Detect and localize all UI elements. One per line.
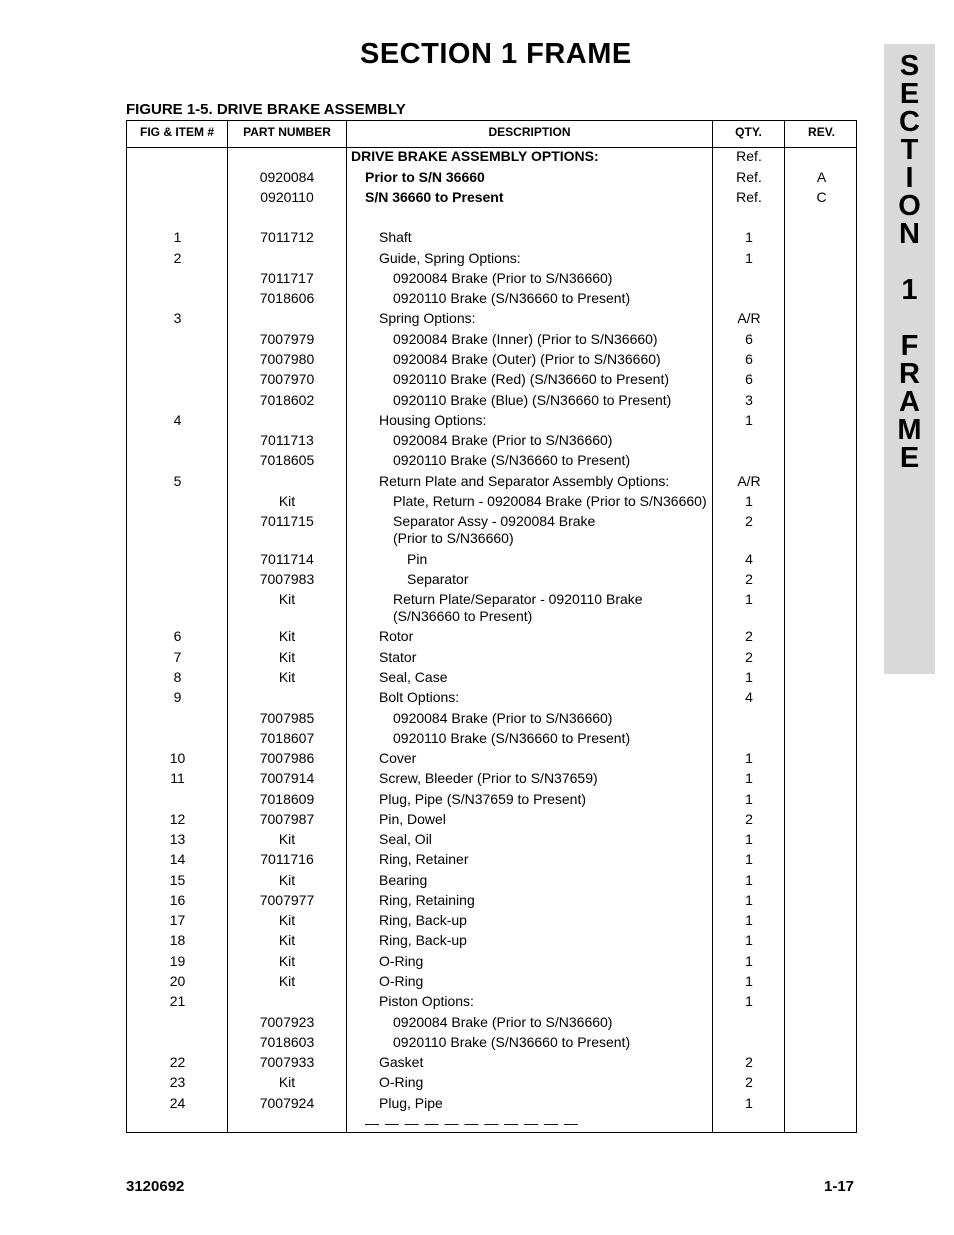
description-cell: Screw, Bleeder (Prior to S/N37659): [379, 770, 598, 786]
description-cell: 0920110 Brake (Red) (S/N36660 to Present): [393, 371, 670, 387]
part-number-cell: Kit: [278, 912, 296, 928]
description-cell: Bearing: [379, 872, 428, 888]
qty-cell: A/R: [737, 310, 761, 326]
column-divider: [346, 121, 347, 1132]
section-tab-letter: F: [900, 330, 919, 362]
part-number-cell: Kit: [278, 669, 296, 685]
part-number-cell: 7011714: [260, 551, 314, 567]
qty-cell: 2: [745, 1074, 753, 1090]
description-cell: 0920110 Brake (S/N36660 to Present): [393, 1034, 631, 1050]
header-description: DESCRIPTION: [488, 125, 571, 139]
part-number-cell: 7007923: [259, 1014, 315, 1030]
rev-cell: C: [816, 189, 827, 205]
description-cell: 0920084 Brake (Outer) (Prior to S/N36660): [393, 351, 661, 367]
fig-item-cell: 2: [173, 250, 182, 266]
description-cell: Plug, Pipe: [379, 1095, 443, 1111]
part-number-cell: 7018603: [259, 1034, 315, 1050]
description-cell: Spring Options:: [379, 310, 476, 326]
part-number-cell: 7007924: [259, 1095, 315, 1111]
description-cell: Prior to S/N 36660: [365, 169, 485, 185]
part-number-cell: 7007985: [259, 710, 315, 726]
qty-cell: 2: [745, 811, 753, 827]
fig-item-cell: 6: [173, 628, 182, 644]
qty-cell: 1: [745, 1095, 753, 1111]
description-cell: Shaft: [379, 229, 412, 245]
header-rev: REV.: [808, 125, 835, 139]
part-number-cell: 7007979: [259, 331, 315, 347]
qty-cell: 1: [745, 912, 753, 928]
qty-cell: 1: [745, 493, 753, 509]
section-tab: [884, 44, 935, 674]
part-number-cell: Kit: [278, 953, 296, 969]
qty-cell: 2: [745, 513, 753, 529]
description-cell: Piston Options:: [379, 993, 474, 1009]
qty-cell: 1: [745, 250, 753, 266]
qty-cell: 2: [745, 628, 753, 644]
parts-table: [126, 120, 857, 1133]
description-cell: 0920110 Brake (S/N36660 to Present): [393, 452, 631, 468]
part-number-cell: 7007987: [259, 811, 315, 827]
fig-item-cell: 8: [173, 669, 182, 685]
part-number-cell: 7007970: [259, 371, 315, 387]
part-number-cell: 7011712: [260, 229, 314, 245]
qty-cell: 2: [745, 649, 753, 665]
description-cell: Return Plate and Separator Assembly Options:: [379, 473, 670, 489]
qty-cell: 1: [745, 851, 753, 867]
fig-item-cell: 11: [170, 770, 185, 786]
description-cell: Pin, Dowel: [379, 811, 446, 827]
part-number-cell: 7018607: [259, 730, 315, 746]
part-number-cell: 7007980: [259, 351, 315, 367]
description-cell: 0920110 Brake (Blue) (S/N36660 to Present): [393, 392, 672, 408]
header-qty: QTY.: [735, 125, 762, 139]
qty-cell: 1: [745, 229, 753, 245]
description-cell: 0920110 Brake (S/N36660 to Present): [393, 290, 631, 306]
part-number-cell: 7018606: [259, 290, 315, 306]
description-cell: 0920084 Brake (Inner) (Prior to S/N36660): [393, 331, 658, 347]
fig-item-cell: 23: [169, 1074, 186, 1090]
part-number-cell: 7007986: [259, 750, 315, 766]
fig-item-cell: 7: [173, 649, 182, 665]
description-cell: Separator: [407, 571, 469, 587]
fig-item-cell: 21: [169, 993, 186, 1009]
description-cell: O-Ring: [379, 1074, 424, 1090]
fig-item-cell: 24: [169, 1095, 186, 1111]
fig-item-cell: 18: [169, 932, 186, 948]
description-cell: 0920084 Brake (Prior to S/N36660): [393, 1014, 613, 1030]
fig-item-cell: 3: [173, 310, 182, 326]
description-cell: Bolt Options:: [379, 689, 460, 705]
qty-cell: 1: [745, 831, 753, 847]
part-number-cell: Kit: [278, 591, 296, 607]
part-number-cell: 7018609: [259, 791, 315, 807]
qty-cell: 6: [745, 371, 753, 387]
qty-cell: A/R: [737, 473, 761, 489]
section-tab-letter: 1: [901, 274, 918, 306]
section-tab-letter: R: [899, 358, 920, 390]
part-number-cell: 7011716: [260, 851, 314, 867]
header-part: PART NUMBER: [243, 125, 331, 139]
qty-cell: 1: [745, 591, 753, 607]
description-cell: Plug, Pipe (S/N37659 to Present): [379, 791, 587, 807]
part-number-cell: 0920110: [260, 189, 314, 205]
qty-cell: 1: [745, 953, 753, 969]
qty-cell: 3: [745, 392, 753, 408]
fig-item-cell: 13: [169, 831, 186, 847]
description-cell: 0920084 Brake (Prior to S/N36660): [393, 432, 613, 448]
qty-cell: 1: [745, 892, 753, 908]
description-cell: Guide, Spring Options:: [379, 250, 521, 266]
description-cell: Pin: [407, 551, 428, 567]
qty-cell: 1: [745, 669, 753, 685]
section-tab-letter: C: [899, 106, 920, 138]
fig-item-cell: 17: [169, 912, 186, 928]
header-fig: FIG & ITEM #: [139, 125, 214, 139]
page-number: 1-17: [824, 1178, 855, 1195]
qty-cell: Ref.: [736, 189, 762, 205]
part-number-cell: 7007977: [259, 892, 315, 908]
description-cell: Ring, Back-up: [379, 932, 467, 948]
qty-cell: 4: [745, 551, 753, 567]
fig-item-cell: 1: [173, 229, 182, 245]
qty-cell: 6: [745, 331, 753, 347]
qty-cell: 1: [745, 750, 753, 766]
description-cell: Ring, Retaining: [379, 892, 475, 908]
qty-cell: 4: [745, 689, 753, 705]
part-number-cell: Kit: [278, 872, 296, 888]
part-number-cell: 0920084: [259, 169, 315, 185]
part-number-cell: Kit: [278, 932, 296, 948]
description-cell: Seal, Oil: [379, 831, 432, 847]
section-tab-letter: E: [899, 442, 920, 474]
description-cell: S/N 36660 to Present: [365, 189, 504, 205]
description-cell: Cover: [379, 750, 417, 766]
rev-cell: A: [816, 169, 827, 185]
description-cell: DRIVE BRAKE ASSEMBLY OPTIONS:: [351, 148, 599, 164]
description-cell: Separator Assy - 0920084 Brake (Prior to S/N36660): [393, 513, 596, 546]
description-cell: Housing Options:: [379, 412, 487, 428]
description-cell: Ring, Retainer: [379, 851, 469, 867]
fig-item-cell: 5: [173, 473, 182, 489]
part-number-cell: 7011713: [260, 432, 314, 448]
qty-cell: 1: [745, 791, 753, 807]
qty-cell: 1: [745, 412, 753, 428]
part-number-cell: 7011717: [260, 270, 314, 286]
fig-item-cell: 12: [169, 811, 186, 827]
qty-cell: 1: [745, 872, 753, 888]
fig-item-cell: 4: [173, 412, 182, 428]
section-tab-letter: O: [898, 190, 921, 222]
section-tab-letter: M: [897, 414, 922, 446]
description-cell: Plate, Return - 0920084 Brake (Prior to S/N36660): [393, 493, 707, 509]
description-cell: 0920084 Brake (Prior to S/N36660): [393, 270, 613, 286]
part-number-cell: 7007983: [259, 571, 315, 587]
part-number-cell: Kit: [278, 628, 296, 644]
part-number-cell: 7007914: [259, 770, 315, 786]
qty-cell: Ref.: [736, 169, 762, 185]
fig-item-cell: 14: [169, 851, 186, 867]
qty-cell: 6: [745, 351, 753, 367]
section-tab-letter: N: [899, 218, 920, 250]
part-number-cell: Kit: [278, 649, 296, 665]
section-tab-letter: T: [900, 134, 919, 166]
end-of-list-marker: — — — — — — — — — — —: [365, 1115, 579, 1131]
description-cell: Ring, Back-up: [379, 912, 467, 928]
description-cell: 0920110 Brake (S/N36660 to Present): [393, 730, 631, 746]
description-cell: Rotor: [379, 628, 414, 644]
figure-title: FIGURE 1-5. DRIVE BRAKE ASSEMBLY: [126, 101, 406, 118]
section-tab-letter: A: [899, 386, 920, 418]
fig-item-cell: 15: [169, 872, 186, 888]
part-number-cell: 7018602: [259, 392, 315, 408]
qty-cell: 1: [745, 770, 753, 786]
qty-cell: 2: [745, 1054, 753, 1070]
part-number-cell: Kit: [278, 831, 296, 847]
doc-number: 3120692: [126, 1178, 185, 1195]
description-cell: Gasket: [379, 1054, 424, 1070]
description-cell: Seal, Case: [379, 669, 448, 685]
fig-item-cell: 16: [169, 892, 186, 908]
fig-item-cell: 10: [169, 750, 186, 766]
part-number-cell: 7011715: [260, 513, 314, 529]
part-number-cell: Kit: [278, 1074, 296, 1090]
qty-cell: 1: [745, 932, 753, 948]
qty-cell: 2: [745, 571, 753, 587]
fig-item-cell: 19: [169, 953, 186, 969]
part-number-cell: 7007933: [259, 1054, 315, 1070]
qty-cell: 1: [745, 973, 753, 989]
description-cell: O-Ring: [379, 953, 424, 969]
description-cell: Stator: [379, 649, 417, 665]
description-cell: 0920084 Brake (Prior to S/N36660): [393, 710, 613, 726]
fig-item-cell: 9: [173, 689, 182, 705]
qty-cell: 1: [745, 993, 753, 1009]
qty-cell: Ref.: [736, 148, 762, 164]
part-number-cell: 7018605: [259, 452, 315, 468]
page-title: SECTION 1 FRAME: [360, 38, 632, 70]
fig-item-cell: 22: [169, 1054, 186, 1070]
description-cell: Return Plate/Separator - 0920110 Brake (S/N36660 to Present): [393, 591, 643, 624]
section-tab-letter: E: [899, 78, 920, 110]
part-number-cell: Kit: [278, 493, 296, 509]
part-number-cell: Kit: [278, 973, 296, 989]
section-tab-letter: S: [899, 50, 920, 82]
fig-item-cell: 20: [169, 973, 186, 989]
section-tab-letter: I: [905, 162, 914, 194]
description-cell: O-Ring: [379, 973, 424, 989]
